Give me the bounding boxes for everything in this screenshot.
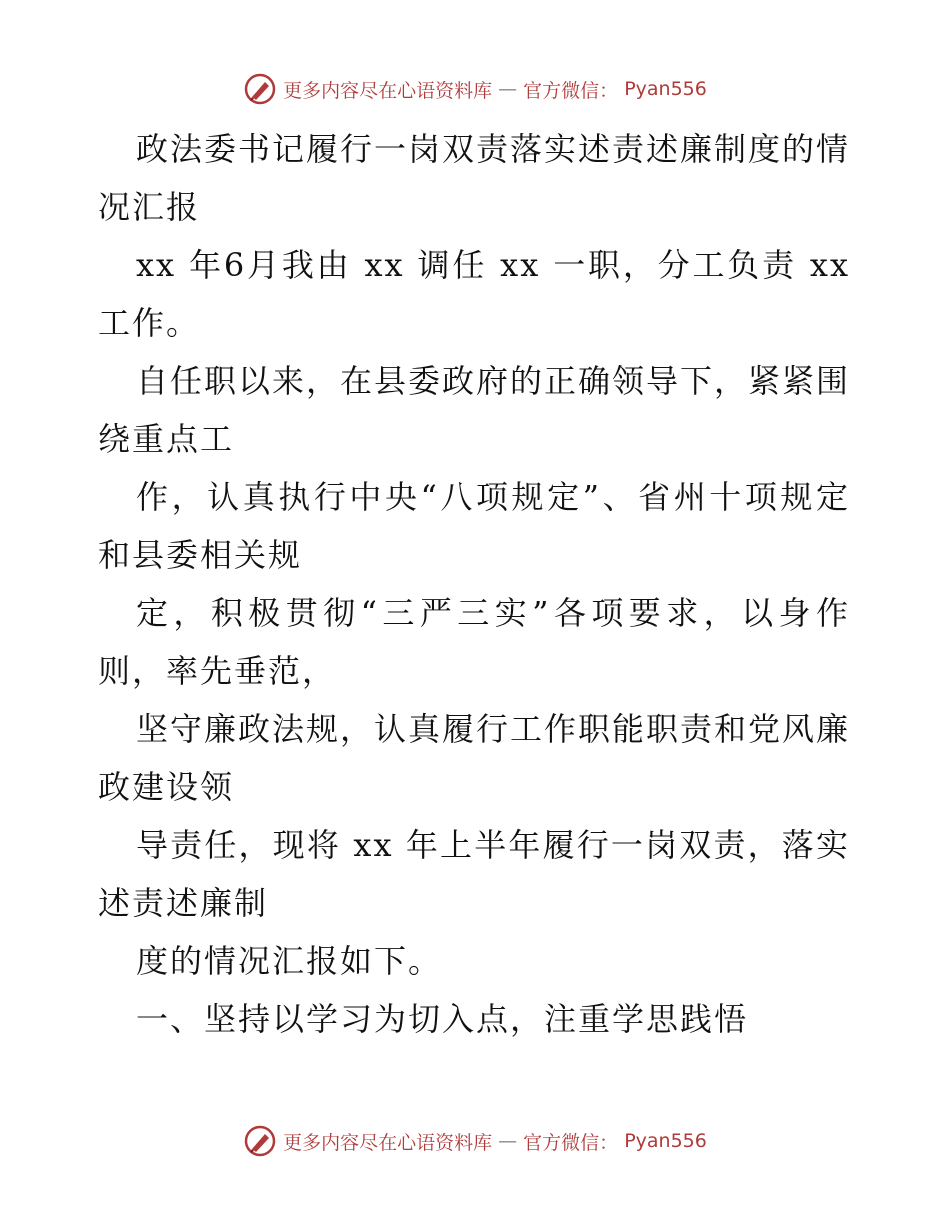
paragraph: 度的情况汇报如下。 — [136, 942, 443, 980]
paragraph: xx 年6月我由 xx 调任 xx 一职，分工负责 xx 工作。 — [98, 246, 850, 342]
pen-logo-icon — [243, 72, 277, 106]
watermark-banner-bottom — [0, 1124, 950, 1158]
document-title: 政法委书记履行一岗双责落实述责述廉制度的情况汇报 — [98, 130, 851, 226]
pen-logo-icon — [243, 1124, 277, 1158]
paragraph: 自任职以来，在县委政府的正确领导下，紧紧围绕重点工 — [98, 362, 851, 458]
paragraph: 坚守廉政法规，认真履行工作职能职责和党风廉政建设领 — [98, 710, 851, 806]
watermark-separator: — — [498, 78, 518, 100]
section-heading: 一、坚持以学习为切入点，注重学思践悟 — [136, 1000, 749, 1038]
document-body — [98, 120, 850, 1048]
watermark-wechat-id: Pyan556 — [624, 1130, 707, 1152]
watermark-separator: — — [498, 1130, 518, 1152]
paragraph: 定，积极贯彻“三严三实”各项要求，以身作则，率先垂范， — [98, 594, 850, 690]
watermark-wechat-label: 官方微信： — [523, 1131, 619, 1154]
paragraph: 作，认真执行中央“八项规定”、省州十项规定和县委相关规 — [98, 478, 850, 574]
watermark-wechat-id: Pyan556 — [624, 78, 707, 100]
watermark-text: 更多内容尽在心语资料库 — [283, 1131, 493, 1154]
watermark-wechat-label: 官方微信： — [523, 79, 619, 102]
watermark-banner-top — [0, 72, 950, 106]
watermark-text: 更多内容尽在心语资料库 — [283, 79, 493, 102]
paragraph: 导责任，现将 xx 年上半年履行一岗双责，落实述责述廉制 — [98, 826, 850, 922]
